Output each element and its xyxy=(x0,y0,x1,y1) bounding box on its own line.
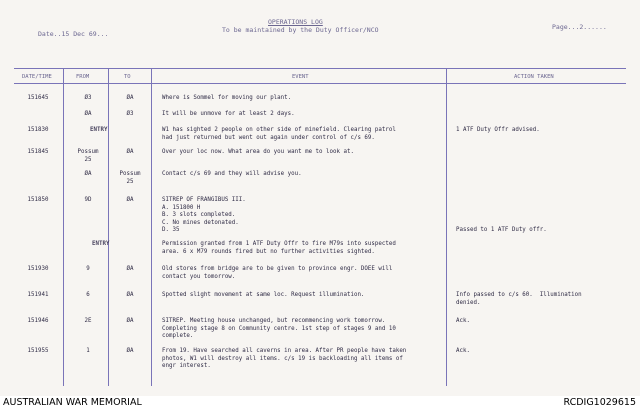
entry-event: It will be unmove for at least 2 days. xyxy=(162,111,295,117)
column-header-dtg: DATE/TIME xyxy=(22,74,52,80)
column-header-from: FROM xyxy=(76,74,90,80)
column-divider xyxy=(151,68,152,386)
entry-event: Where is Sommel for moving our plant. xyxy=(162,95,292,101)
entry-event: Spotted slight movement at same loc. Request illumination. xyxy=(162,292,365,298)
table-top-rule xyxy=(14,68,626,69)
entry-stamp: ENTRY xyxy=(90,127,108,133)
entry-dtg: 151845 xyxy=(27,149,49,155)
footer-source: AUSTRALIAN WAR MEMORIAL xyxy=(3,397,142,408)
log-title: OPERATIONS LOG xyxy=(268,18,323,26)
entry-from: 1 xyxy=(86,348,90,354)
entry-to: ØA xyxy=(126,95,134,101)
entry-to: Ø3 xyxy=(126,111,134,117)
entry-action: Info passed to c/s 60. Illumination denied. xyxy=(456,292,582,306)
entry-event: Old stores from bridge are to be given to province engr. DOEE will contact you tomorrow. xyxy=(162,266,393,280)
entry-event: Permission granted from 1 ATF Duty Offr to fire M79s into suspected area. 6 x M79 rounds fired but no further activities sighted. xyxy=(162,241,396,255)
column-divider xyxy=(108,68,109,386)
log-subtitle: To be maintained by the Duty Officer/NCO xyxy=(222,26,379,34)
entry-event: Contact c/s 69 and they will advise you. xyxy=(162,171,302,177)
entry-dtg: 151850 xyxy=(27,197,49,203)
entry-from: ØA xyxy=(84,171,92,177)
entry-dtg: 151946 xyxy=(27,318,49,324)
entry-from: 9D xyxy=(84,197,92,203)
entry-from: 6 xyxy=(86,292,90,298)
entry-dtg: 151941 xyxy=(27,292,49,298)
entry-from: Ø3 xyxy=(84,95,92,101)
entry-from: Possum 25 xyxy=(77,149,99,163)
entry-to: ØA xyxy=(126,292,134,298)
entry-event: SITREP OF FRANGIBUS III. A. 151800 H B. 3 slots completed. C. No mines detonated. D. 35 xyxy=(162,197,246,234)
entry-from: 2E xyxy=(84,318,92,324)
entry-dtg: 151645 xyxy=(27,95,49,101)
column-divider xyxy=(63,68,64,386)
log-date: Date..15 Dec 69... xyxy=(38,30,109,38)
entry-dtg: 151830 xyxy=(27,127,49,133)
entry-event: W1 has sighted 2 people on other side of minefield. Clearing patrol had just returned but went out again under control of c/s 69. xyxy=(162,127,396,141)
entry-action: Passed to 1 ATF Duty offr. xyxy=(456,227,547,233)
entry-from: 9 xyxy=(86,266,90,272)
entry-action: Ack. xyxy=(456,318,470,324)
entry-event: Over your loc now. What area do you want me to look at. xyxy=(162,149,354,155)
table-header-rule xyxy=(14,83,626,84)
entry-action: Ack. xyxy=(456,348,470,354)
entry-dtg: 151930 xyxy=(27,266,49,272)
footer-reference: RCDIG1029615 xyxy=(563,397,636,408)
column-divider xyxy=(446,68,447,386)
entry-event: From 19. Have searched all caverns in area. After PR people have taken photos, W1 will destroy all items. c/s 19 is backloading all items of engr interest. xyxy=(162,348,407,370)
entry-to: ØA xyxy=(126,266,134,272)
column-header-to: TO xyxy=(124,74,131,80)
entry-to: ØA xyxy=(126,197,134,203)
entry-dtg: 151955 xyxy=(27,348,49,354)
column-header-action: ACTION TAKEN xyxy=(514,74,554,80)
entry-from: ØA xyxy=(84,111,92,117)
entry-to: ØA xyxy=(126,348,134,354)
column-header-event: EVENT xyxy=(292,74,309,80)
log-page-number: Page...2...... xyxy=(552,23,607,31)
entry-event: SITREP. Meeting house unchanged, but recommencing work tomorrow. Completing stage 8 on Community centre. 1st step of stages 9 and 10 complete. xyxy=(162,318,396,340)
entry-stamp: ENTRY xyxy=(92,241,110,247)
entry-to: ØA xyxy=(126,318,134,324)
entry-to: ØA xyxy=(126,149,134,155)
entry-to: Possum 25 xyxy=(119,171,141,185)
entry-action: 1 ATF Duty Offr advised. xyxy=(456,127,540,133)
